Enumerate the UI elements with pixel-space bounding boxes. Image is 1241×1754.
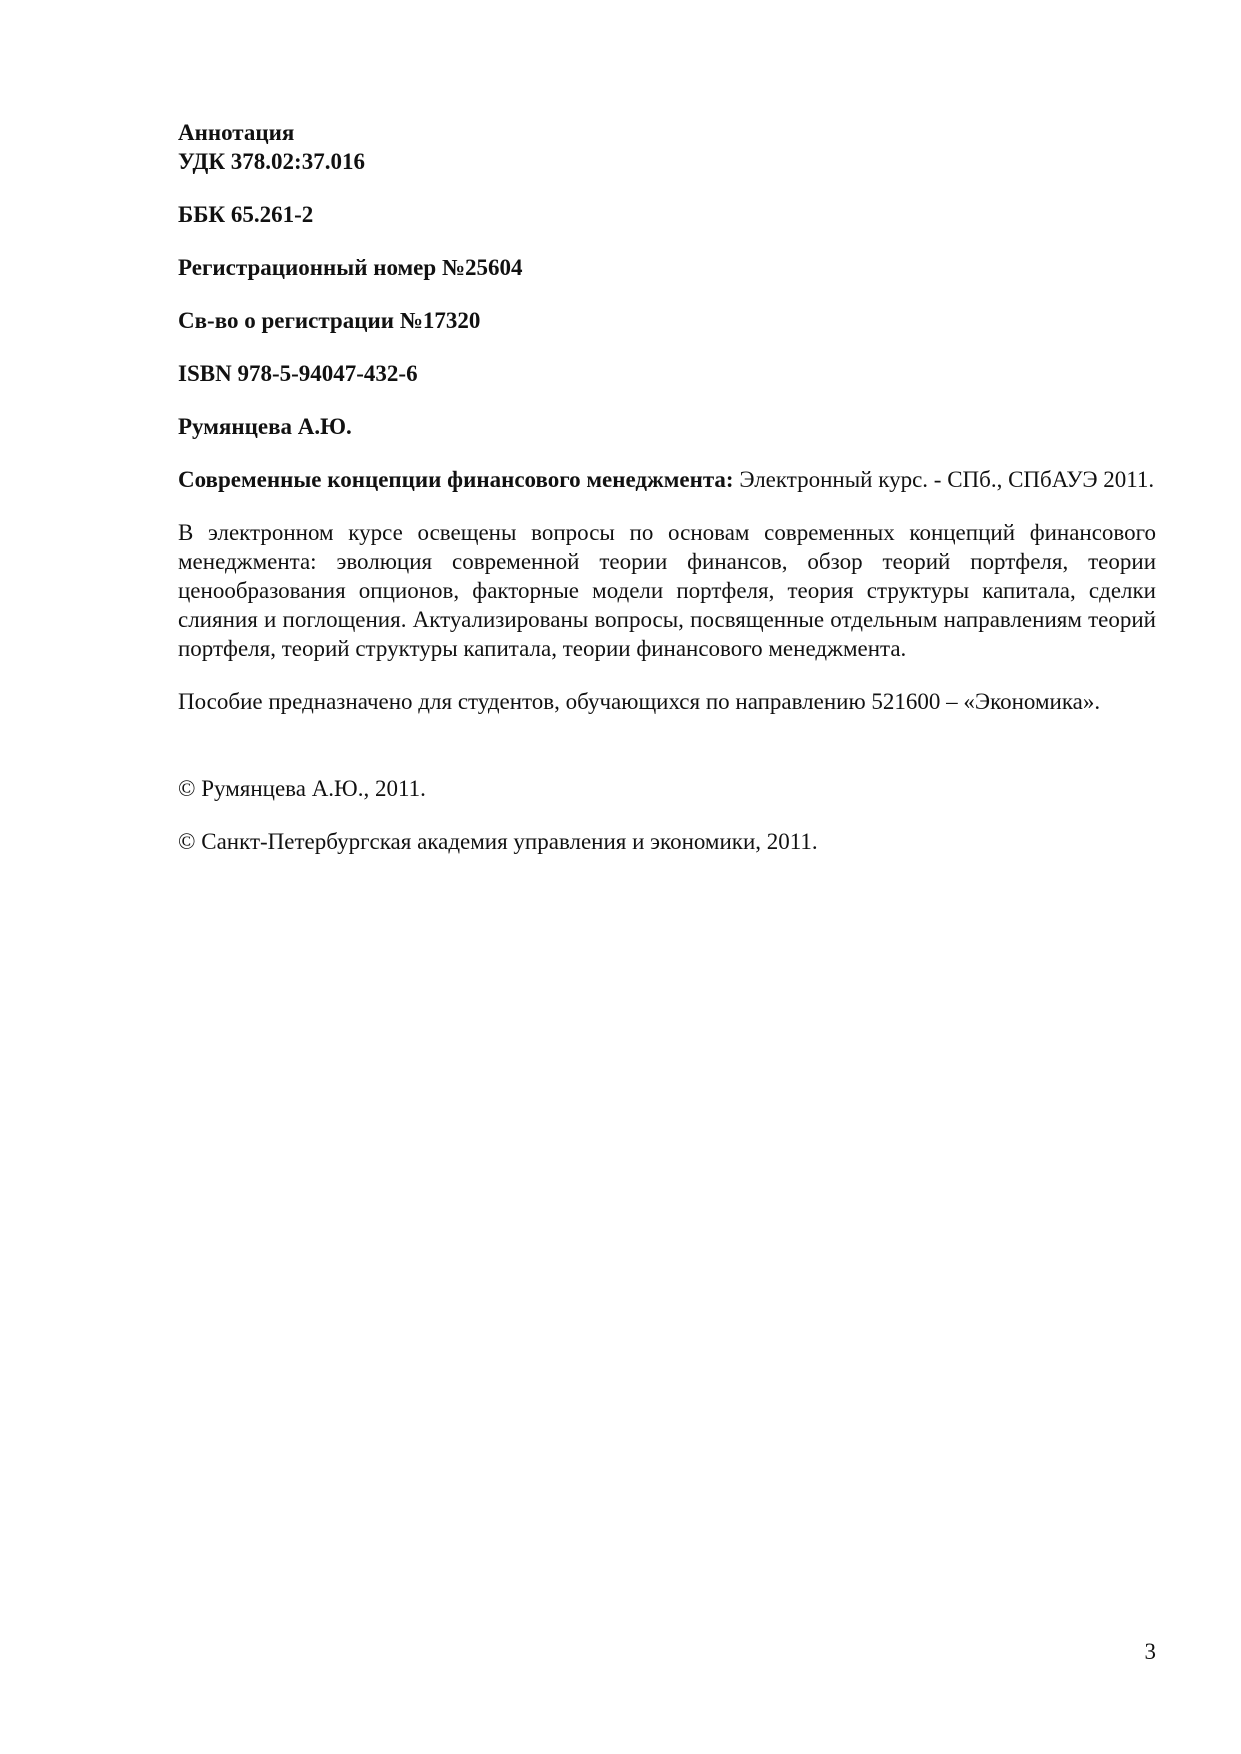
copyright-author: © Румянцева А.Ю., 2011.	[178, 776, 426, 801]
document-page	[178, 118, 1156, 856]
audience-paragraph: Пособие предназначено для студентов, обучающихся по направлению 521600 – «Экономика».	[178, 689, 1101, 714]
citation-paragraph	[178, 465, 1156, 494]
isbn: ISBN 978-5-94047-432-6	[178, 361, 418, 386]
author-name: Румянцева А.Ю.	[178, 414, 352, 439]
page-number: 3	[1144, 1639, 1156, 1664]
udk-code: УДК 378.02:37.016	[178, 149, 365, 174]
registration-number: Регистрационный номер №25604	[178, 255, 523, 280]
citation-details: Электронный курс. - СПб., СПбАУЭ 2011.	[733, 467, 1155, 492]
annotation-heading: Аннотация	[178, 120, 295, 145]
abstract-paragraph: В электронном курсе освещены вопросы по основам современных концепций финансового менеджмента: эволюция современной теории финансов, обзор теорий портфеля, теории ценообразования опционов, факторные модели портфеля, теория структуры капитала, сделки слияния и поглощения. Актуализированы вопросы, посвященные отдельным направлениям теорий портфеля, теорий структуры капитала, теории финансового менеджмента.	[178, 520, 1156, 661]
course-title: Современные концепции финансового менеджмента:	[178, 467, 734, 492]
registration-certificate: Св-во о регистрации №17320	[178, 308, 481, 333]
copyright-institution: © Санкт-Петербургская академия управления и экономики, 2011.	[178, 829, 818, 854]
bbk-code: ББК 65.261-2	[178, 202, 314, 227]
